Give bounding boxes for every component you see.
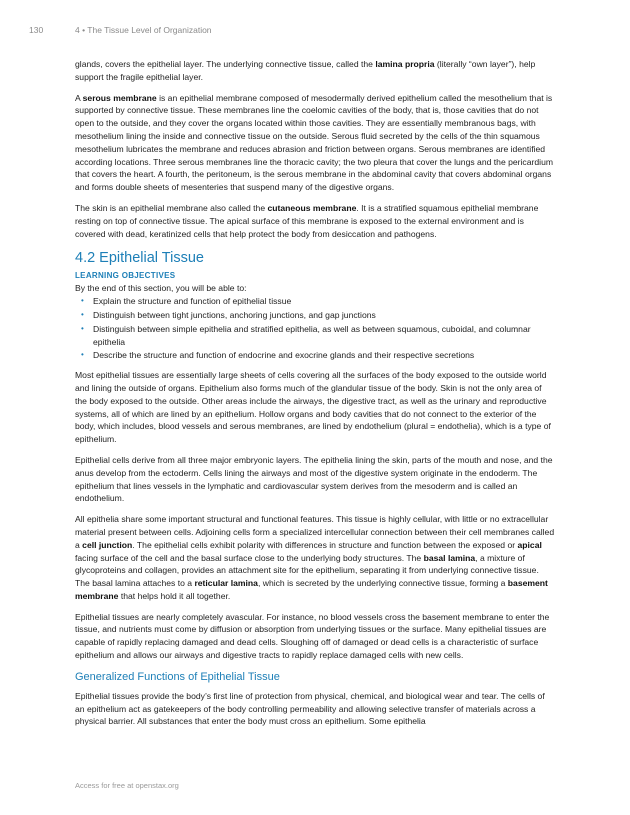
key-term: basal lamina [423, 552, 476, 563]
text-run: , which is secreted by the underlying connective tissue, forming a [257, 578, 508, 589]
text-run: glands, covers the epithelial layer. The underlying connective tissue, called the [75, 59, 376, 69]
key-term: cell junction [82, 539, 133, 550]
bullet-icon: • [81, 309, 84, 319]
text-run: . The epithelial cells exhibit polarity with differences in structure and function between the exposed or [132, 539, 518, 550]
text-run: facing surface of the cell and the basal surface close to the underlying body structures. The [75, 552, 424, 563]
page-footer: Access for free at openstax.org [75, 781, 179, 790]
page-header [29, 25, 590, 39]
key-term: reticular lamina [194, 578, 258, 589]
text-run: All epithelia share some important structural and functional features. This tissue is highly cellular, with little or no extracellular material present between cells. Adjoining cells form a specialized intercellular connection between their cell membranes called a [75, 514, 555, 550]
paragraph-serous-membrane [75, 92, 555, 194]
bullet-icon: • [81, 296, 84, 306]
text-run: that helps hold it all together. [118, 590, 231, 601]
key-term: cutaneous membrane [267, 202, 357, 213]
text-run: A [75, 92, 83, 103]
key-term: lamina propria [375, 59, 435, 69]
list-item-text: Describe the structure and function of endocrine and exocrine glands and their respective secretions [93, 350, 475, 361]
learning-objectives-intro: By the end of this section, you will be able to: [75, 283, 247, 294]
key-term: serous membrane [82, 92, 157, 103]
list-item-text: Distinguish between tight junctions, anchoring junctions, and gap junctions [93, 309, 376, 320]
page-number: 130 [29, 25, 44, 35]
subsection-title: Generalized Functions of Epithelial Tissue [75, 670, 280, 683]
paragraph-cutaneous-membrane [75, 202, 555, 240]
running-chapter-title: 4 • The Tissue Level of Organization [75, 25, 212, 35]
list-item-text: Distinguish between simple epithelia and stratified epithelia, as well as between squamous, cuboidal, and columnar epithelia [93, 323, 531, 347]
text-run: The skin is an epithelial membrane also called the [75, 202, 268, 213]
paragraph-epithelial-sheets: Most epithelial tissues are essentially large sheets of cells covering all the surfaces of the body exposed to the outside world and lining the outside of organs. Epithelium also forms much of the glandular tissue of the body. Skin is not the only area of the body exposed to the outside. Other areas include the airways, the digestive tract, as well as the urinary and reproductive systems, all of which are lined by an epithelium. Hollow organs and body cavities that do not connect to the exterior of the body, which includes, blood vessels and serous membranes, are lined by endothelium (plural = endothelia), which is a type of epithelium. [75, 370, 551, 445]
text-run: (literally “own layer”), help support the fragile epithelial layer. [75, 59, 536, 82]
paragraph-structural-features [75, 513, 555, 603]
list-item-text: Explain the structure and function of epithelial tissue [93, 296, 292, 307]
learning-objectives [75, 270, 555, 362]
paragraph-lamina-propria [75, 58, 555, 84]
key-term: apical [517, 539, 542, 550]
paragraph-avascular: Epithelial tissues are nearly completely avascular. For instance, no blood vessels cross the basement membrane to enter the tissue, and nutrients must come by diffusion or absorption from underlying tissues or the surface. Many epithelial tissues are capable of rapidly replacing damaged and dead cells. Sloughing off of damaged or dead cells is a characteristic of surface epithelium and allows our airways and digestive tracts to rapidly replace damaged cells with new cells. [75, 611, 550, 661]
paragraph-embryonic-layers: Epithelial cells derive from all three major embryonic layers. The epithelia lining the skin, parts of the mouth and nose, and the anus develop from the ectoderm. Cells lining the airways and most of the digestive system originate in the endoderm. The epithelium that lines vessels in the lymphatic and cardiovascular system derives from the mesoderm and is called an endothelium. [75, 454, 553, 504]
learning-objectives-heading: LEARNING OBJECTIVES [75, 271, 176, 281]
learning-objectives-list [75, 295, 555, 362]
section-title: 4.2 Epithelial Tissue [75, 250, 204, 267]
list-item [81, 295, 555, 308]
page-content [75, 58, 555, 736]
text-run: , a mixture of glycoproteins and collagen, provides an attachment site for the epithelium, separating it from underlying connective tissue. The basal lamina attaches to a [75, 552, 539, 589]
text-run: is an epithelial membrane composed of mesodermally derived epithelium called the mesothelium that is supported by connective tissue. These membranes line the coelomic cavities of the body, that is, those cavities that do not open to the outside, and they cover the organs located within those cavities. They are essentially membranous bags, with mesothelium lining the inside and connective tissue on the outside. Serous fluid secreted by the cells of the thin squamous mesothelium lubricates the membrane and reduces abrasion and friction between organs. Serous membranes are identified according locations. Three serous membranes line the thoracic cavity; the two pleura that cover the lungs and the pericardium that covers the heart. A fourth, the peritoneum, is the serous membrane in the abdominal cavity that covers abdominal organs and forms double sheets of mesenteries that suspend many of the digestive organs. [75, 92, 554, 193]
bullet-icon: • [81, 323, 84, 333]
key-term: basement membrane [75, 578, 548, 601]
text-run: . It is a stratified squamous epithelial membrane resting on top of connective tissue. The apical surface of this membrane is exposed to the external environment and is covered with dead, keratinized cells that help protect the body from desiccation and pathogens. [75, 202, 539, 239]
list-item [81, 349, 555, 362]
list-item [81, 309, 555, 322]
bullet-icon: • [81, 350, 84, 360]
list-item [81, 323, 555, 349]
paragraph-generalized-functions: Epithelial tissues provide the body’s first line of protection from physical, chemical, and biological wear and tear. The cells of an epithelium act as gatekeepers of the body controlling permeability and allowing selective transfer of materials across a physical barrier. All substances that enter the body must cross an epithelium. Some epithelia [75, 690, 545, 727]
